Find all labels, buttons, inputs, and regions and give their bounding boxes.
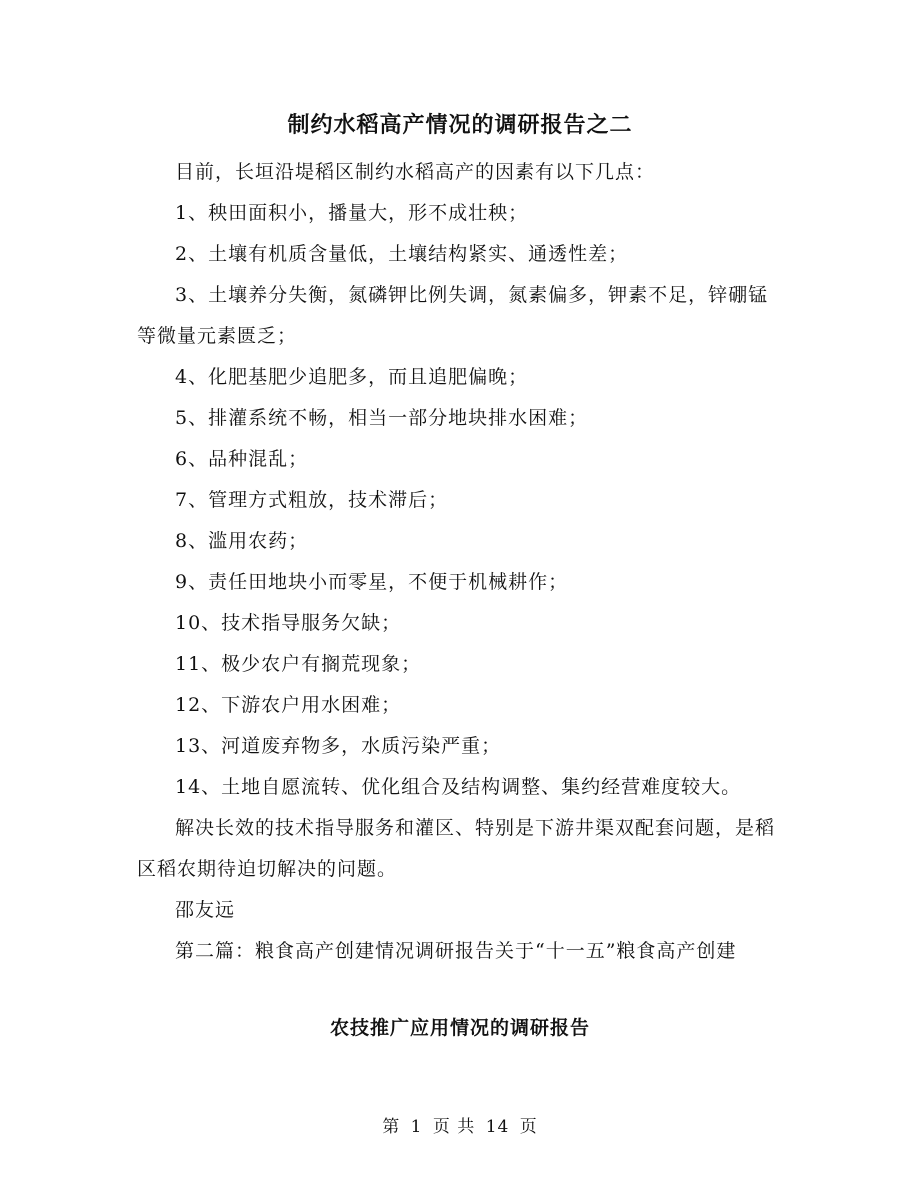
list-item: 6、品种混乱； bbox=[175, 448, 309, 470]
paragraph-conclusion: 解决长效的技术指导服务和灌区、特别是下游井渠双配套问题，是稻区稻农期待迫切解决的问题。 bbox=[137, 817, 776, 880]
list-item: 3、土壤养分失衡，氮磷钾比例失调，氮素偏多，钾素不足，锌硼锰等微量元素匮乏； bbox=[137, 284, 769, 347]
list-item: 4、化肥基肥少追肥多，而且追肥偏晚； bbox=[175, 366, 529, 388]
list-item: 14、土地自愿流转、优化组合及结构调整、集约经营难度较大。 bbox=[175, 776, 742, 798]
document-title: 制约水稻高产情况的调研报告之二 bbox=[287, 112, 633, 138]
footer-suffix: 页 bbox=[519, 1117, 538, 1137]
list-item: 10、技术指导服务欠缺； bbox=[175, 612, 402, 634]
paragraph-intro: 目前，长垣沿堤稻区制约水稻高产的因素有以下几点： bbox=[175, 161, 656, 183]
list-item: 2、土壤有机质含量低，土壤结构紧实、通透性差； bbox=[175, 243, 629, 265]
author-name: 邵友远 bbox=[175, 899, 236, 921]
footer-total-pages: 14 bbox=[485, 1117, 510, 1137]
list-item: 5、排灌系统不畅，相当一部分地块排水困难； bbox=[175, 407, 589, 429]
list-item: 8、滥用农药； bbox=[175, 530, 309, 552]
footer-middle: 页 共 bbox=[432, 1117, 476, 1137]
footer-prefix: 第 bbox=[382, 1117, 401, 1137]
list-item: 9、责任田地块小而零星，不便于机械耕作； bbox=[175, 571, 569, 593]
list-item: 13、河道废弃物多，水质污染严重； bbox=[175, 735, 502, 757]
paragraph-second-article: 第二篇：粮食高产创建情况调研报告关于“十一五”粮食高产创建 bbox=[175, 940, 737, 962]
list-item: 1、秧田面积小，播量大，形不成壮秧； bbox=[175, 202, 529, 224]
list-item: 11、极少农户有搁荒现象； bbox=[175, 653, 422, 675]
section-subtitle: 农技推广应用情况的调研报告 bbox=[329, 1017, 590, 1039]
list-item: 7、管理方式粗放，技术滞后； bbox=[175, 489, 449, 511]
document-body bbox=[137, 152, 777, 972]
list-item: 12、下游农户用水困难； bbox=[175, 694, 402, 716]
page-footer bbox=[0, 1112, 920, 1137]
footer-page-number: 1 bbox=[410, 1117, 423, 1137]
